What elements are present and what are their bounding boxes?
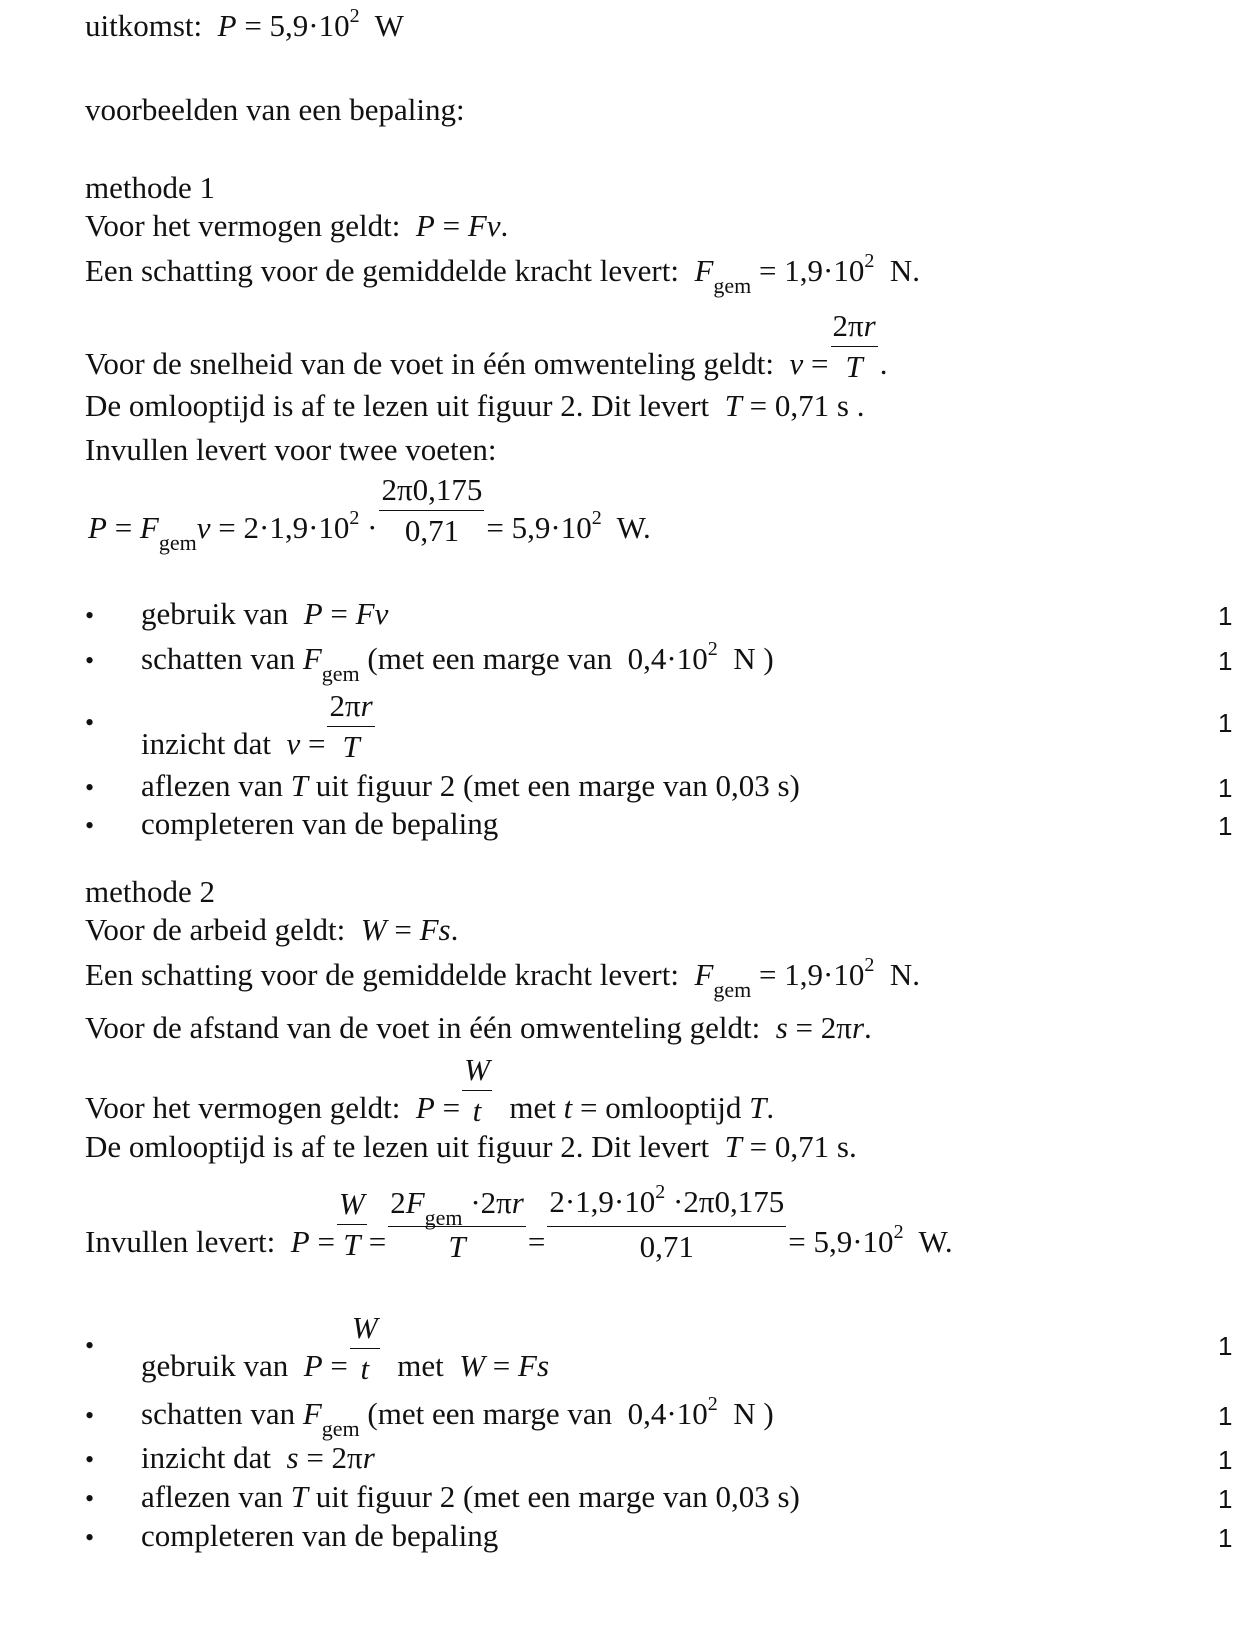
- method-2-line-3: Voor de afstand van de voet in één omwenteling geldt: s = 2πr.: [85, 1010, 872, 1045]
- criterion-1-5: completeren van de bepaling: [141, 806, 499, 841]
- criterion-1-3: inzicht dat v = $\frac{2\pi r}{T}$: [141, 686, 377, 767]
- bullet: •: [85, 1445, 95, 1474]
- bullet: •: [85, 773, 95, 802]
- formula-force-estimate: $F_{gem} = 1,9\cdot 10^2$ N.: [694, 250, 920, 298]
- criterion-2-4: aflezen van T uit figuur 2 (met een marge van 0,03 s): [141, 1479, 800, 1514]
- score-1-3: 1: [1218, 708, 1233, 738]
- bullet: •: [85, 601, 95, 630]
- score-1-5: 1: [1218, 811, 1233, 841]
- fraction-power-work: $\frac{W}{t}$: [464, 1052, 490, 1128]
- fraction-calc-1: $\frac{2\pi 0,175}{0,71}$: [381, 472, 483, 548]
- formula-period: T = 0,71 s.: [724, 1129, 857, 1164]
- method-2-line-2: Een schatting voor de gemiddelde kracht levert: $F_{gem} = 1,9\cdot 10^2$ N.: [85, 954, 920, 1002]
- bullet: •: [85, 1484, 95, 1513]
- bullet: •: [85, 811, 95, 840]
- method-1-line-5: Invullen levert voor twee voeten:: [85, 432, 497, 467]
- criterion-2-3: inzicht dat s = 2πr: [141, 1440, 375, 1475]
- score-2-2: 1: [1218, 1401, 1233, 1431]
- method-1-line-4: De omlooptijd is af te lezen uit figuur 2. Dit levert T = 0,71 s .: [85, 388, 865, 423]
- bullet: •: [85, 708, 95, 737]
- fraction-calc-2c: $\frac{2\cdot 1,9\cdot 10^2 \cdot 2\pi 0,175}{0,71}$: [549, 1181, 785, 1264]
- score-2-5: 1: [1218, 1523, 1233, 1553]
- score-2-1: 1: [1218, 1331, 1233, 1361]
- formula-force-estimate: $F_{gem} = 1,9\cdot 10^2$ N.: [694, 954, 920, 1002]
- method-1-calculation: $P = F_{gem}v = 2\cdot 1,9\cdot 10^2$ · $\frac{2\pi 0,175}{0,71}$ = $5,9\cdot 10^2$ W.: [88, 472, 651, 555]
- bullet: •: [85, 1331, 95, 1360]
- score-1-4: 1: [1218, 773, 1233, 803]
- fraction-calc-2a: $\frac{W}{T}$: [338, 1186, 365, 1262]
- outcome-formula: $P = 5,9\cdot 10^2$ W: [217, 5, 404, 43]
- method-1-line-2: Een schatting voor de gemiddelde kracht levert: $F_{gem} = 1,9\cdot 10^2$ N.: [85, 250, 920, 298]
- criterion-1-1: gebruik van P = Fv: [141, 596, 389, 631]
- score-2-4: 1: [1218, 1484, 1233, 1514]
- method-1-heading: methode 1: [85, 170, 215, 205]
- score-1-1: 1: [1218, 601, 1233, 631]
- method-2-line-4: Voor het vermogen geldt: P = $\frac{W}{t}$ met t = omlooptijd T.: [85, 1050, 774, 1131]
- outcome-label: uitkomst:: [85, 8, 203, 43]
- method-2-heading: methode 2: [85, 874, 215, 909]
- score-1-2: 1: [1218, 646, 1233, 676]
- bullet: •: [85, 646, 95, 675]
- method-2-calculation: Invullen levert: P = $\frac{W}{T}$ = $\frac{2F_{gem} \cdot 2\pi r}{T}$ = $\frac{2\cdot 1,9\cdot 10^2 \cdot 2\pi 0,175}{0,71}$ = $5,9\cdot 10^2$ W.: [85, 1182, 953, 1267]
- criterion-2-5: completeren van de bepaling: [141, 1518, 499, 1553]
- fraction-velocity: $\frac{2\pi r}{T}$: [832, 308, 876, 384]
- criterion-1-2: schatten van $F_{gem}$ (met een marge van $0,4\cdot 10^2$ N ): [141, 638, 774, 686]
- formula-work: W = Fs.: [360, 912, 459, 947]
- criterion-2-2: schatten van $F_{gem}$ (met een marge van $0,4\cdot 10^2$ N ): [141, 1393, 774, 1441]
- score-2-3: 1: [1218, 1445, 1233, 1475]
- intro-text: voorbeelden van een bepaling:: [85, 92, 465, 127]
- fraction-criterion-power: $\frac{W}{t}$: [351, 1310, 378, 1386]
- criterion-2-1: gebruik van P = $\frac{W}{t}$ met W = Fs: [141, 1308, 549, 1389]
- formula-distance: s = 2πr.: [775, 1010, 872, 1045]
- fraction-criterion-velocity: $\frac{2\pi r}{T}$: [329, 688, 373, 764]
- bullet: •: [85, 1523, 95, 1552]
- method-2-line-1: Voor de arbeid geldt: W = Fs.: [85, 912, 459, 947]
- method-2-line-5: De omlooptijd is af te lezen uit figuur 2. Dit levert T = 0,71 s.: [85, 1129, 857, 1164]
- criterion-1-4: aflezen van T uit figuur 2 (met een marge van 0,03 s): [141, 768, 800, 803]
- bullet: •: [85, 1401, 95, 1430]
- formula-power: P = Fv.: [415, 208, 509, 243]
- formula-velocity: v =: [789, 345, 829, 381]
- formula-period: T = 0,71 s .: [724, 388, 865, 423]
- outcome-line: [85, 5, 404, 48]
- method-1-line-1: Voor het vermogen geldt: P = Fv.: [85, 208, 509, 243]
- method-1-line-3: Voor de snelheid van de voet in één omwenteling geldt: v = $\frac{2\pi r}{T}$ .: [85, 306, 888, 387]
- fraction-calc-2b: $\frac{2F_{gem} \cdot 2\pi r}{T}$: [390, 1184, 524, 1264]
